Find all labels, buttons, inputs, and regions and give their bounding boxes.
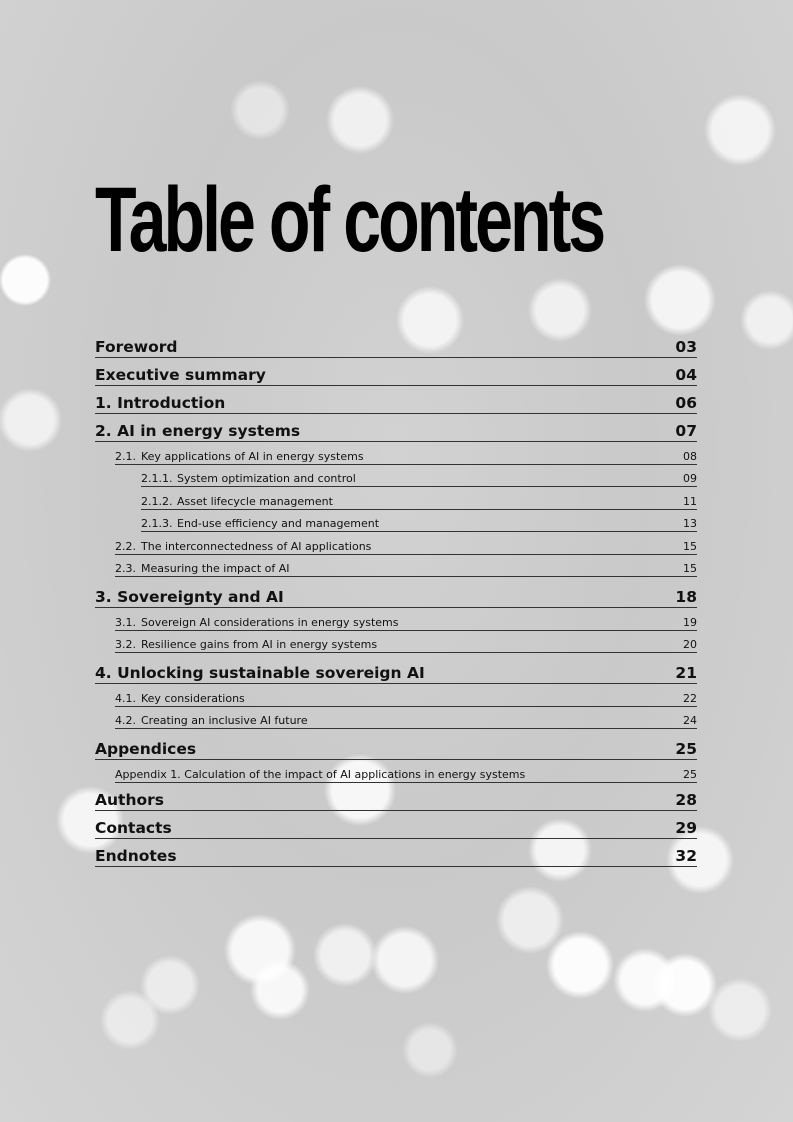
toc-entry-label: Resilience gains from AI in energy systems xyxy=(141,638,378,651)
toc-entry-introduction[interactable] xyxy=(95,386,697,414)
toc-section-number: 2.3. xyxy=(115,562,136,575)
toc-entry-label: Key applications of AI in energy systems xyxy=(141,449,364,463)
toc-subentry-2-3[interactable] xyxy=(115,555,697,578)
toc-entry-label: Appendices xyxy=(95,740,197,758)
toc-entry-label: 4. Unlocking sustainable sovereign AI xyxy=(95,664,425,682)
toc-section-number: 2.1.1. xyxy=(141,472,173,485)
toc-entry-label: Endnotes xyxy=(95,846,177,865)
toc-entry-label: 3. Sovereignty and AI xyxy=(95,588,284,606)
toc-entry-appendices[interactable] xyxy=(95,732,697,760)
toc-subentry-4-2[interactable] xyxy=(115,707,697,730)
toc-page-number: 20 xyxy=(683,638,697,651)
toc-subentry-appendix-1[interactable] xyxy=(115,760,697,783)
toc-entry-authors[interactable] xyxy=(95,783,697,811)
toc-section-number: 2.1.3. xyxy=(141,517,173,530)
toc-page-number: 28 xyxy=(675,790,697,809)
toc-entry-label: 1. Introduction xyxy=(95,394,226,412)
toc-entry-label: Asset lifecycle management xyxy=(177,494,333,508)
toc-page-number: 08 xyxy=(683,449,697,463)
toc-entry-label: Key considerations xyxy=(141,691,245,705)
toc-page-number: 25 xyxy=(683,767,697,781)
toc-section-number: 3.2. xyxy=(115,638,136,651)
toc-page-number: 09 xyxy=(683,472,697,485)
toc-subentry-2-2[interactable] xyxy=(115,532,697,555)
toc-page-number: 03 xyxy=(675,338,697,356)
toc-entry-label: Executive summary xyxy=(95,366,266,384)
toc-entry-executive-summary[interactable] xyxy=(95,358,697,386)
toc-entry-foreword[interactable] xyxy=(95,330,697,358)
toc-entry-label: The interconnectedness of AI applications xyxy=(141,539,372,553)
toc-section-number: 2.2. xyxy=(115,539,136,553)
toc-entry-label: 2. AI in energy systems xyxy=(95,422,301,440)
toc-page-number: 21 xyxy=(675,664,697,682)
toc-entry-label: System optimization and control xyxy=(177,472,356,485)
toc-page-number: 24 xyxy=(683,714,697,727)
page-title: Table of contents xyxy=(95,169,604,271)
toc-entry-endnotes[interactable] xyxy=(95,839,697,867)
toc-subentry-2-1[interactable] xyxy=(115,442,697,465)
toc-entry-ai-in-energy-systems[interactable] xyxy=(95,414,697,442)
toc-section-number: 4.1. xyxy=(115,691,136,705)
toc-section-number: 4.2. xyxy=(115,714,136,727)
toc-page-number: 29 xyxy=(675,818,697,837)
toc-page-number: 22 xyxy=(683,691,697,705)
toc-subentry-3-2[interactable] xyxy=(115,631,697,654)
toc-entry-label: Authors xyxy=(95,790,164,809)
toc-entry-sovereignty-and-ai[interactable] xyxy=(95,580,697,608)
toc-entry-label: Appendix 1. Calculation of the impact of AI applications in energy systems xyxy=(115,767,526,781)
toc-subentry-3-1[interactable] xyxy=(115,608,697,631)
toc-subentry-2-1-3[interactable] xyxy=(141,510,697,533)
toc-entry-label: Sovereign AI considerations in energy systems xyxy=(141,615,399,629)
toc-page-number: 06 xyxy=(675,394,697,412)
table-of-contents xyxy=(95,330,697,867)
toc-page-number: 25 xyxy=(675,740,697,758)
toc-page-number: 15 xyxy=(683,562,697,575)
toc-page-number: 11 xyxy=(683,494,697,508)
toc-section-number: 2.1.2. xyxy=(141,494,173,508)
toc-entry-contacts[interactable] xyxy=(95,811,697,839)
toc-page-number: 15 xyxy=(683,539,697,553)
toc-entry-unlocking-sovereign-ai[interactable] xyxy=(95,656,697,684)
toc-entry-label: Foreword xyxy=(95,338,178,356)
toc-page-number: 32 xyxy=(675,846,697,865)
toc-page-number: 18 xyxy=(675,588,697,606)
toc-subentry-2-1-2[interactable] xyxy=(141,487,697,510)
toc-subentry-2-1-1[interactable] xyxy=(141,465,697,488)
toc-page-number: 13 xyxy=(683,517,697,530)
toc-section-number: 3.1. xyxy=(115,615,136,629)
toc-entry-label: Creating an inclusive AI future xyxy=(141,714,308,727)
toc-entry-label: Measuring the impact of AI xyxy=(141,562,290,575)
toc-subentry-4-1[interactable] xyxy=(115,684,697,707)
toc-entry-label: End-use efficiency and management xyxy=(177,517,380,530)
toc-page-number: 19 xyxy=(683,615,697,629)
toc-section-number: 2.1. xyxy=(115,449,136,463)
toc-page-number: 04 xyxy=(675,366,697,384)
toc-page-number: 07 xyxy=(675,422,697,440)
toc-entry-label: Contacts xyxy=(95,818,172,837)
